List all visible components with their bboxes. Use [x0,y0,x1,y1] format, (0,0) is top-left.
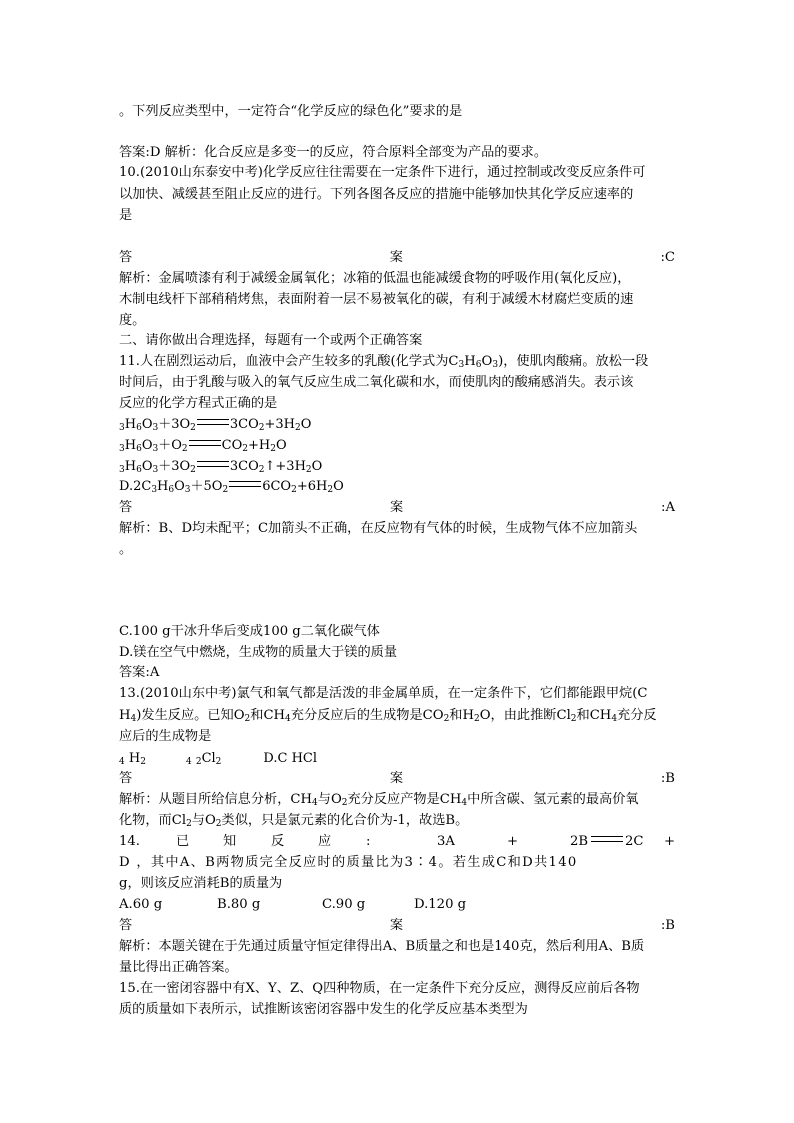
q11-exp1: 解析：B、D均未配平；C加箭头不正确，在反应物有气体的时候，生成物气体不应加箭头 [119,521,638,536]
q12-answer: 答案:A [119,665,160,680]
q14-line3: g，则该反应消耗B的质量为 [119,876,283,891]
document-page: 。下列反应类型中，一定符合“化学反应的绿色化”要求的是 答案:D 解析：化合反应是多变一的反应，符合原料全部变为产品的要求。 10.(2010山东泰安中考)化学反应往往需要在一定条件下进行，通过控制或改变反应条件可 以加快、减缓甚至阻止反应的进行。下列各图各反应的措施中能够加快其化学反应速率的 是 答 案 :C 解析：金属喷漆有利于减缓金属氧化；冰箱的低温也能减缓食物的呼吸作用(氧化反应)， 木制电线杆下部稍稍烤焦，表面附着一层不易被氧化的碳，有利于减缓木材腐烂变质的速 度。 二、请你做出合理选择，每题有一个或两个正确答案 11.人在剧烈运动后，血液中会产生较多的乳酸(化学式为$C_3H_6O_3$)，使肌肉酸痛。放松一段 时间后，由于乳酸与吸入的氧气反应生成二氧化碳和水，而使肌肉的酸痛感消失。表示该 反应的化学方程式正确的是 $_3H_6O_3+3O_2$ $3CO_2+3H_2O$ $_3H_6O_3+O_2$ $CO_2+H_2O$ $_3H_6O_3+3O_2$ $3CO_2↑+3H_2O$ $D.2C_3H_6O_3+5O_2$ $6CO_2+6H_2O$ 答 案 :A 解析：B、D均未配平；C加箭头不正确，在反应物有气体的时候，生成物气体不应加箭头 。 C.100 g干冰升华后变成100 g二氧化碳气体 D.镁在空气中燃烧，生成物的质量大于镁的质量 答案:A 13.(2010山东中考)氯气和氧气都是活泼的非金属单质，在一定条件下，它们都能跟甲烷(C $H_4$)发生反应。已知$O_2$和$CH_4$充分反应后的生成物是$CO_2$和$H_2O$，由此推断$Cl_2$和$CH_4$充分反 应后的生成物是 $_4$ $H_2$ $_4$ $_2Cl_2$ D.C HCl 答 案 :B 解析：从题目所给信息分析，$CH_4$与$O_2$充分反应产物是$CH_4$中所含碳、氢元素的最高价氧 化物，而$Cl_2$与$O_2$类似，只是氯元素的化合价为-1，故选B。 14. 已 知 反 应 : 3A + 2B 2C + D ，其中A、B两物质完全反应时的质量比为3∶4。若生成C和D共140 g，则该反应消耗B的质量为 A.60 g B.80 g C.90 g D.120 g 答 案 :B 解析：本题关键在于先通过质量守恒定律得出A、B质量之和也是140克，然后利用A、B质 量比得出正确答案。 15.在一密闭容器中有X、Y、Z、Q四种物质，在一定条件下充分反应，测得反应前后各物 质的质量如下表所示，试推断该密闭容器中发生的化学反应基本类型为 [0,0,794,1123]
q9-answer: 答案:D 解析：化合反应是多变一的反应，符合原料全部变为产品的要求。 [119,145,548,160]
section2-heading: 二、请你做出合理选择，每题有一个或两个正确答案 [119,333,423,348]
q9-stem: 。下列反应类型中，一定符合“化学反应的绿色化”要求的是 [119,104,463,119]
q11-answer-row [119,498,675,518]
q13-answer-row [119,769,675,789]
answer-label-1: 答 [119,250,133,265]
q15-line1: 15.在一密闭容器中有X、Y、Z、Q四种物质，在一定条件下充分反应，测得反应前后各物 [119,981,640,996]
q13-line2: $H_4$)发生反应。已知$O_2$和$CH_4$充分反应后的生成物是$CO_2$和$H_2O$，由此推断$Cl_2$和$CH_4$充分反 [119,708,657,724]
q10-exp1: 解析：金属喷漆有利于减缓金属氧化；冰箱的低温也能减缓食物的呼吸作用(氧化反应)， [119,271,631,286]
q10-line2: 以加快、减缓甚至阻止反应的进行。下列各图各反应的措施中能够加快其化学反应速率的 [119,187,634,202]
q10-line1: 10.(2010山东泰安中考)化学反应往往需要在一定条件下进行，通过控制或改变反应条件可 [119,165,646,180]
q10-line3: 是 [119,208,133,223]
q13-line1: 13.(2010山东中考)氯气和氧气都是活泼的非金属单质，在一定条件下，它们都能跟甲烷(C [119,686,648,701]
q11-line2: 时间后，由于乳酸与吸入的氧气反应生成二氧化碳和水，而使肌肉的酸痛感消失。表示该 [119,375,634,390]
q12-option-c: C.100 g干冰升华后变成100 g二氧化碳气体 [119,624,380,639]
answer-label-1: 答 [119,918,133,933]
answer-value: :A [661,500,675,515]
answer-label-1: 答 [119,500,133,515]
answer-label-2: 案 [389,250,403,265]
answer-label-2: 案 [389,771,404,786]
q15-line2: 质的质量如下表所示，试推断该密闭容器中发生的化学反应基本类型为 [119,1002,528,1017]
answer-value: :C [660,250,675,265]
answer-label-2: 案 [390,500,404,515]
q13-line3: 应后的生成物是 [119,729,212,744]
answer-value: :B [660,771,675,786]
q13-exp2: 化物，而$Cl_2$与$O_2$类似，只是氯元素的化合价为-1，故选B。 [119,813,469,829]
q14-exp2: 量比得出正确答案。 [119,960,238,975]
q11-line1: 11.人在剧烈运动后，血液中会产生较多的乳酸(化学式为$C_3H_6O_3$)，使肌肉酸痛。放松一段 [119,354,649,370]
q10-exp3: 度。 [119,313,146,328]
q10-exp2: 木制电线杆下部稍稍烤焦，表面附着一层不易被氧化的碳，有利于减缓木材腐烂变质的速 [119,292,634,307]
q14-answer-row [119,916,675,936]
q13-exp1: 解析：从题目所给信息分析，$CH_4$与$O_2$充分反应产物是$CH_4$中所含碳、氢元素的最高价氧 [119,792,639,808]
q11-line3: 反应的化学方程式正确的是 [119,396,278,411]
q12-option-d: D.镁在空气中燃烧，生成物的质量大于镁的质量 [119,645,398,660]
q11-option-d: $D.2C_3H_6O_3+5O_2$ $6CO_2+6H_2O$ [119,479,344,495]
q11-option-b: $_3H_6O_3+O_2$ $CO_2+H_2O$ [119,438,287,454]
q11-option-a: $_3H_6O_3+3O_2$ $3CO_2+3H_2O$ [119,417,312,433]
answer-label-2: 案 [389,918,404,933]
q13-options: $_4$ $H_2$ $_4$ $_2Cl_2$ D.C HCl [119,751,318,767]
answer-value: :B [660,918,675,933]
q14-line2: D ，其中A、B两物质完全反应时的质量比为3∶4。若生成C和D共140 [119,855,578,870]
q11-option-c: $_3H_6O_3+3O_2$ $3CO_2↑+3H_2O$ [119,459,323,475]
q10-answer-row [119,248,675,268]
q14-exp1: 解析：本题关键在于先通过质量守恒定律得出A、B质量之和也是140克，然后利用A、B质 [119,939,645,954]
q11-exp2: 。 [119,542,133,557]
answer-label-1: 答 [119,771,133,786]
